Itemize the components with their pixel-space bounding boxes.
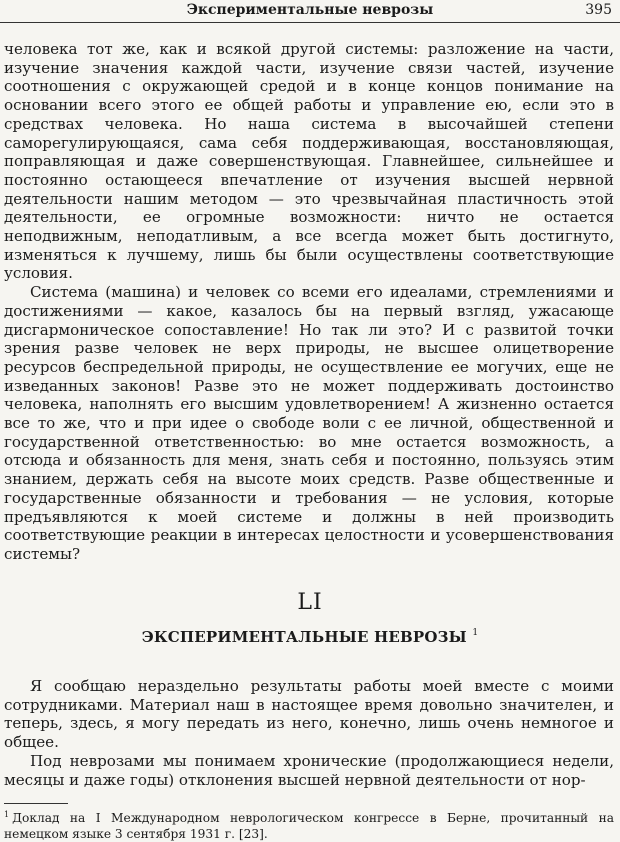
footnote-text: Доклад на I Международном неврологическом конгрессе в Берне, прочитанный на немецком языке 3 сентября 1931 г. [23]. xyxy=(4,811,614,841)
chapter-title xyxy=(0,628,620,646)
paragraph: человека тот же, как и всякой другой системы: разложение на части, изучение значения каждой части, изучение связи частей, изучение соотношения с окружающей средой и в конце концов понимание на основании всего этого ее общей работы и управление ею, если это в средствах человека. Но наша система в высочайшей степени саморегулирующаяся, сама себя поддерживающая, восстановляющая, поправляющая и даже совершенствующая. Главнейшее, сильнейшее и постоянно остающееся впечатление от изучения высшей нервной деятельности нашим методом — это чрезвычайная пластичность этой деятельности, ее огромные возможности: ничто не остается неподвижным, неподатливым, а все всегда может быть достигнуто, изменяться к лучшему, лишь бы были осуществлены соответствующие условия. xyxy=(4,40,614,283)
header-rule xyxy=(0,22,620,23)
paragraph: Под неврозами мы понимаем хронические (продолжающиеся недели, месяцы и даже годы) отклонения высшей нервной деятельности от нор- xyxy=(4,751,614,789)
page-number: 395 xyxy=(585,2,612,18)
chapter-number: LI xyxy=(297,590,323,615)
running-title: Экспериментальные неврозы xyxy=(186,2,434,18)
chapter-title-text: ЭКСПЕРИМЕНТАЛЬНЫЕ НЕВРОЗЫ xyxy=(141,628,467,646)
footnote-rule xyxy=(4,803,68,804)
paragraph: Я сообщаю нераздельно результаты работы моей вместе с моими сотрудниками. Материал наш в настоящее время довольно значителен, и теперь, здесь, я могу передать из него, конечно, лишь очень немногое и общее. xyxy=(4,677,614,752)
page-header xyxy=(0,0,620,24)
paragraph: Система (машина) и человек со всеми его идеалами, стремлениями и достижениями — какое, казалось бы на первый взгляд, ужасающе дисгармоническое сопоставление! Но так ли это? И с развитой точки зрения разве человек не верх природы, не высшее олицетворение ресурсов беспредельной природы, не осуществление ее могучих, еще не изведанных законов! Разве это не может поддерживать достоинство человека, наполнять его высшим удовлетворением! А жизненно остается все то же, что и при идее о свободе воли с ее личной, общественной и государственной ответственностью: во мне остается возможность, а отсюда и обязанность для меня, знать себя и постоянно, пользуясь этим знанием, держать себя на высоте моих средств. Разве общественные и государственные обязанности и требования — не условия, которые предъявляются к моей системе и должны в ней производить соответствующие реакции в интересах целостности и усовершенствования системы? xyxy=(4,283,614,563)
continuation-text xyxy=(4,40,614,564)
footnote xyxy=(4,807,614,842)
footnote-mark: 1 xyxy=(4,810,10,819)
chapter-text xyxy=(4,677,614,789)
footnote-reference: 1 xyxy=(472,628,479,638)
